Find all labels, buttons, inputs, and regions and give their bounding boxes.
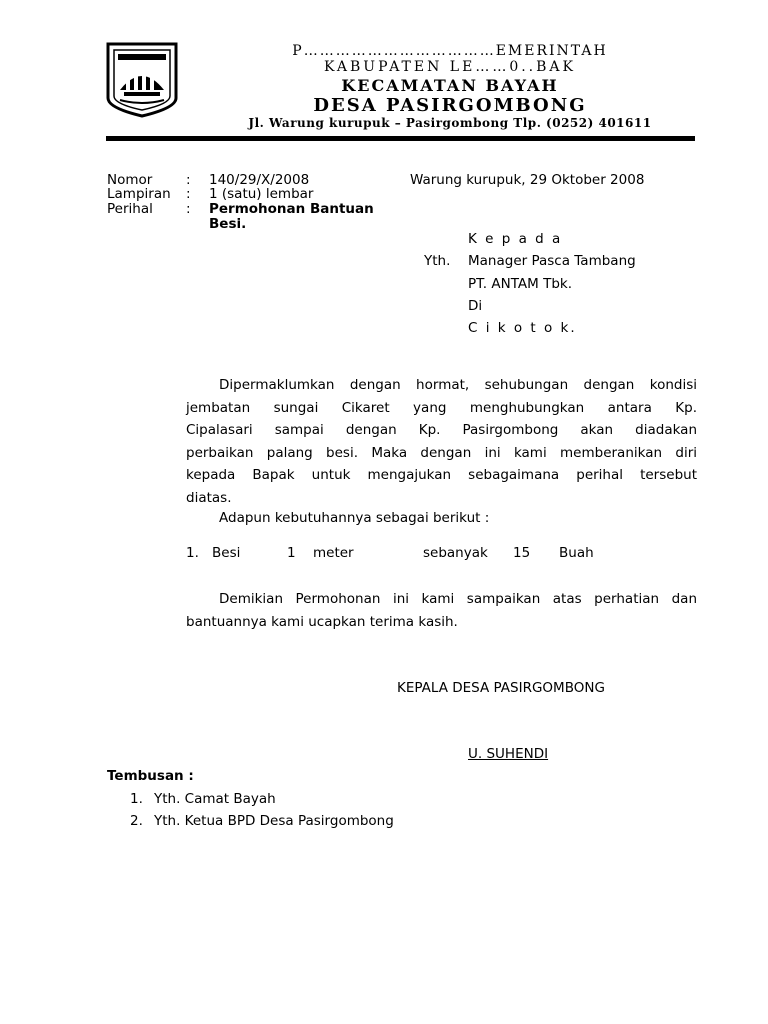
perihal-label: Perihal bbox=[107, 201, 153, 217]
header-line-kabupaten: KABUPATEN LE……0..BAK bbox=[323, 59, 576, 75]
tembusan-number-2: 2. bbox=[130, 813, 143, 829]
body-p1-line-2: jembatan sungai Cikaret yang menghubungkan antara Kp. bbox=[186, 399, 697, 416]
item-unit: meter bbox=[313, 545, 354, 561]
recipient-yth: Yth. bbox=[424, 253, 451, 269]
item-count-unit: Buah bbox=[559, 545, 594, 561]
perihal-colon: : bbox=[186, 201, 191, 217]
lampiran-colon: : bbox=[186, 186, 191, 202]
item-number: 1. bbox=[186, 545, 199, 561]
recipient-line4: C i k o t o k. bbox=[468, 320, 577, 336]
recipient-line1: Manager Pasca Tambang bbox=[468, 253, 636, 269]
body-p1-line-6: diatas. bbox=[186, 489, 232, 506]
header-line-desa: DESA PASIRGOMBONG bbox=[313, 95, 587, 116]
signature-name: U. SUHENDI bbox=[468, 746, 549, 762]
place-date: Warung kurupuk, 29 Oktober 2008 bbox=[410, 172, 645, 188]
item-count: 15 bbox=[513, 545, 531, 561]
perihal-value-line1: Permohonan Bantuan bbox=[209, 201, 374, 217]
body-p1-line-4: perbaikan palang besi. Maka dengan ini kami memberanikan diri bbox=[186, 444, 697, 461]
item-name: Besi bbox=[212, 545, 241, 561]
body-paragraph-2: Adapun kebutuhannya sebagai berikut : bbox=[219, 510, 490, 526]
recipient-kepada: K e p a d a bbox=[468, 231, 563, 247]
item-qty: 1 bbox=[287, 545, 296, 561]
body-paragraph-1 bbox=[186, 374, 697, 509]
tembusan-item-1: Yth. Camat Bayah bbox=[154, 791, 276, 807]
regency-seal-logo bbox=[106, 42, 178, 118]
nomor-label: Nomor bbox=[107, 172, 153, 188]
nomor-value: 140/29/X/2008 bbox=[209, 172, 310, 188]
tembusan-item-2: Yth. Ketua BPD Desa Pasirgombong bbox=[154, 813, 394, 829]
header-line-kecamatan: KECAMATAN BAYAH bbox=[341, 76, 559, 95]
body-p1-line-3: Cipalasari sampai dengan Kp. Pasirgombong akan diadakan bbox=[186, 422, 697, 438]
recipient-line2: PT. ANTAM Tbk. bbox=[468, 276, 572, 292]
header-address: Jl. Warung kurupuk – Pasirgombong Tlp. (0252) 401611 bbox=[248, 116, 652, 130]
header-divider bbox=[106, 136, 695, 141]
perihal-value-line2: Besi. bbox=[209, 216, 247, 232]
body-p1-line-1: Dipermaklumkan dengan hormat, sehubungan dengan kondisi bbox=[219, 377, 697, 393]
body-paragraph-3 bbox=[186, 588, 697, 633]
tembusan-number-1: 1. bbox=[130, 791, 143, 807]
header-line-pemerintah: P………………………………EMERINTAH bbox=[292, 43, 608, 59]
recipient-line3: Di bbox=[468, 298, 483, 314]
body-p3-line-2: bantuannya kami ucapkan terima kasih. bbox=[186, 613, 458, 630]
signature-title: KEPALA DESA PASIRGOMBONG bbox=[397, 680, 605, 696]
tembusan-label: Tembusan : bbox=[107, 768, 194, 784]
lampiran-label: Lampiran bbox=[107, 186, 171, 202]
body-p1-line-5: kepada Bapak untuk mengajukan sebagaimana perihal tersebut bbox=[186, 467, 697, 483]
lampiran-value: 1 (satu) lembar bbox=[209, 186, 314, 202]
body-p3-line-1: Demikian Permohonan ini kami sampaikan atas perhatian dan bbox=[219, 591, 697, 607]
item-label: sebanyak bbox=[423, 545, 488, 561]
nomor-colon: : bbox=[186, 172, 191, 188]
